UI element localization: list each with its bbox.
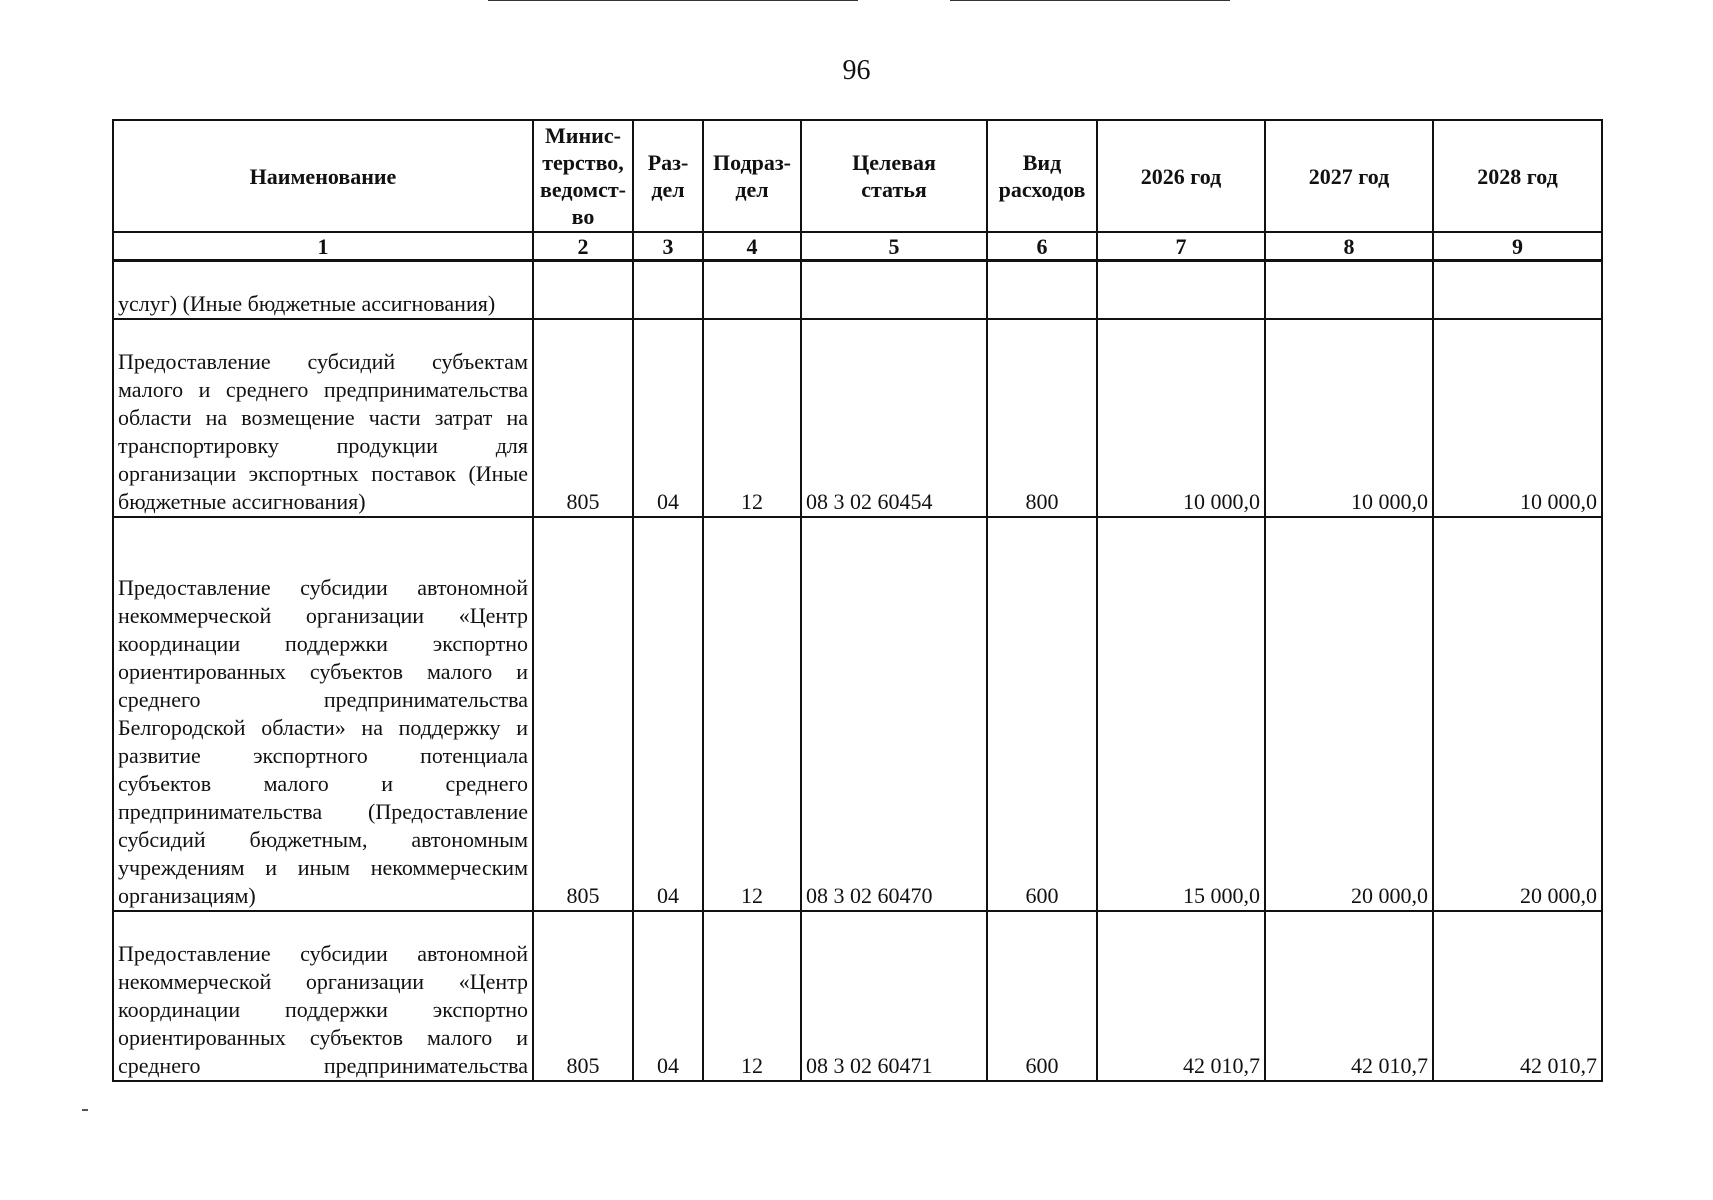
row-target: 08 3 02 60454: [801, 319, 987, 517]
page-number: 96: [842, 55, 871, 86]
row-subsection: 12: [703, 517, 801, 911]
header-2027: 2027 год: [1265, 120, 1433, 232]
row-2028: [1433, 261, 1602, 320]
row-ministry: [533, 261, 633, 320]
row-name: Предоставление субсидии автономной некоммерческой организации «Центр координации поддержки экспортно ориентированных субъектов малого и среднего предпринимательства Белгородской области» на поддержку и развитие экспортного потенциала субъектов малого и среднего предпринимательства (Предоставление субсидий бюджетным, автономным учреждениям и иным некоммерческим организациям): [113, 517, 533, 911]
row-2028: 20 000,0: [1433, 517, 1602, 911]
row-2026: 10 000,0: [1097, 319, 1265, 517]
row-section: [633, 261, 703, 320]
row-name: услуг) (Иные бюджетные ассигнования): [113, 261, 533, 320]
row-target: [801, 261, 987, 320]
table-row: [113, 319, 1602, 517]
row-ministry: 805: [533, 517, 633, 911]
row-2026: [1097, 261, 1265, 320]
header-row: [113, 120, 1602, 232]
column-number: 6: [987, 232, 1097, 261]
column-number-row: [113, 232, 1602, 261]
row-subsection: 12: [703, 911, 801, 1081]
header-expense-type: Вид расходов: [987, 120, 1097, 232]
row-name: Предоставление субсидий субъектам малого и среднего предпринимательства области на возмещение части затрат на транспортировку продукции для организации экспортных поставок (Иные бюджетные ассигнования): [113, 319, 533, 517]
column-number: 2: [533, 232, 633, 261]
row-expense-type: 600: [987, 517, 1097, 911]
row-2027: 42 010,7: [1265, 911, 1433, 1081]
row-target: 08 3 02 60471: [801, 911, 987, 1081]
row-2026: 15 000,0: [1097, 517, 1265, 911]
row-2027: [1265, 261, 1433, 320]
table-row: [113, 517, 1602, 911]
row-expense-type: 800: [987, 319, 1097, 517]
row-name: Предоставление субсидии автономной некоммерческой организации «Центр координации поддержки экспортно ориентированных субъектов малого и среднего предпринимательства: [113, 911, 533, 1081]
row-expense-type: [987, 261, 1097, 320]
budget-table: [112, 119, 1603, 1082]
row-target: 08 3 02 60470: [801, 517, 987, 911]
row-section: 04: [633, 911, 703, 1081]
scan-speck: [82, 1109, 88, 1111]
row-ministry: 805: [533, 911, 633, 1081]
scan-top-edge: [488, 0, 858, 1]
row-section: 04: [633, 517, 703, 911]
column-number: 1: [113, 232, 533, 261]
table-row: [113, 261, 1602, 320]
row-ministry: 805: [533, 319, 633, 517]
header-2026: 2026 год: [1097, 120, 1265, 232]
header-name: Наименование: [113, 120, 533, 232]
row-section: 04: [633, 319, 703, 517]
column-number: 3: [633, 232, 703, 261]
row-2028: 42 010,7: [1433, 911, 1602, 1081]
header-target: Целевая статья: [801, 120, 987, 232]
column-number: 8: [1265, 232, 1433, 261]
header-subsection: Подраз-дел: [703, 120, 801, 232]
header-ministry: Минис-терство, ведомст-во: [533, 120, 633, 232]
header-section: Раз-дел: [633, 120, 703, 232]
row-subsection: [703, 261, 801, 320]
column-number: 5: [801, 232, 987, 261]
row-subsection: 12: [703, 319, 801, 517]
column-number: 7: [1097, 232, 1265, 261]
row-2027: 10 000,0: [1265, 319, 1433, 517]
row-2027: 20 000,0: [1265, 517, 1433, 911]
row-expense-type: 600: [987, 911, 1097, 1081]
row-2026: 42 010,7: [1097, 911, 1265, 1081]
scan-top-edge: [950, 0, 1230, 1]
column-number: 9: [1433, 232, 1602, 261]
row-2028: 10 000,0: [1433, 319, 1602, 517]
column-number: 4: [703, 232, 801, 261]
table-row: [113, 911, 1602, 1081]
header-2028: 2028 год: [1433, 120, 1602, 232]
